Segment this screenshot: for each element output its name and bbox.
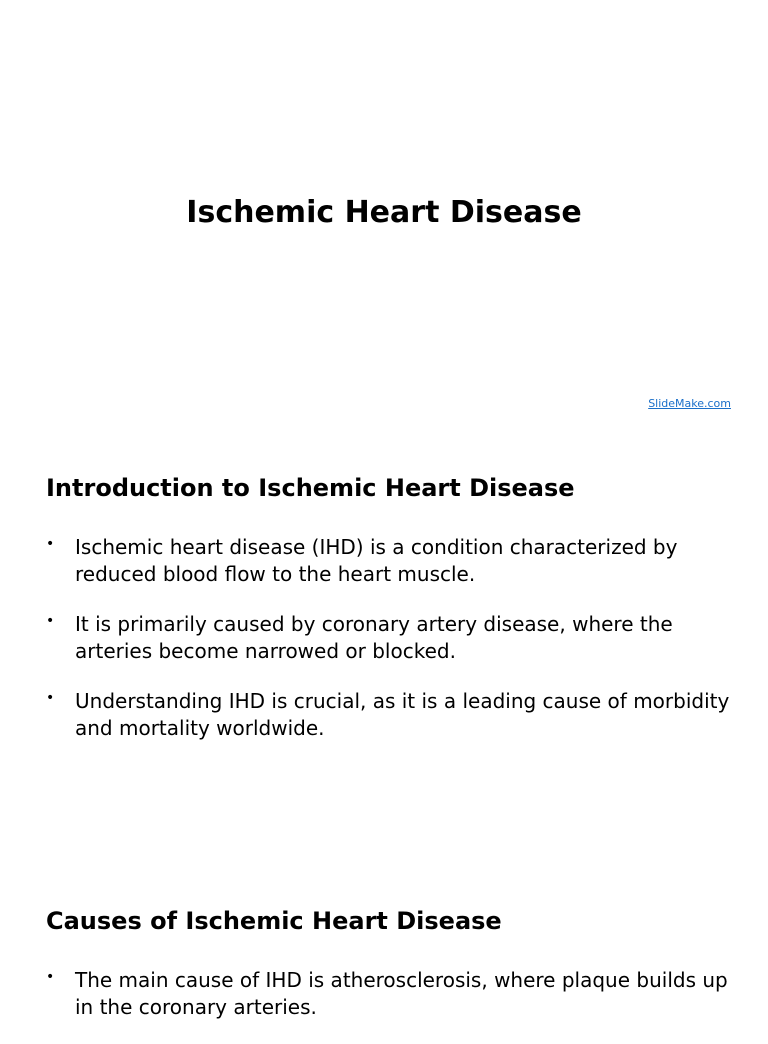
section-causes [46,905,736,1044]
bullet-text: Ischemic heart disease (IHD) is a condition characterized by reduced blood flow to the heart muscle. [75,535,678,586]
bullet-item [46,611,736,664]
section-heading: Causes of Ischemic Heart Disease [46,907,502,935]
bullet-text: Understanding IHD is crucial, as it is a leading cause of morbidity and mortality worldwide. [75,689,730,740]
bullet-text: The main cause of IHD is atherosclerosis, where plaque builds up in the coronary arteries. [75,968,728,1019]
bullet-icon: • [46,536,55,552]
bullet-item [46,688,736,741]
bullet-icon: • [46,613,55,629]
page-title: Ischemic Heart Disease [186,195,582,230]
bullet-icon: • [46,969,55,985]
bullet-icon: • [46,690,55,706]
slidemake-link[interactable]: SlideMake.com [648,397,731,410]
bullet-item [46,534,736,587]
bullet-list [46,967,736,1020]
title-slide [0,0,768,432]
section-heading: Introduction to Ischemic Heart Disease [46,474,575,502]
bullet-list [46,534,736,741]
bullet-text: It is primarily caused by coronary artery disease, where the arteries become narrowed or blocked. [75,612,673,663]
bullet-item [46,967,736,1020]
section-introduction [46,472,736,765]
